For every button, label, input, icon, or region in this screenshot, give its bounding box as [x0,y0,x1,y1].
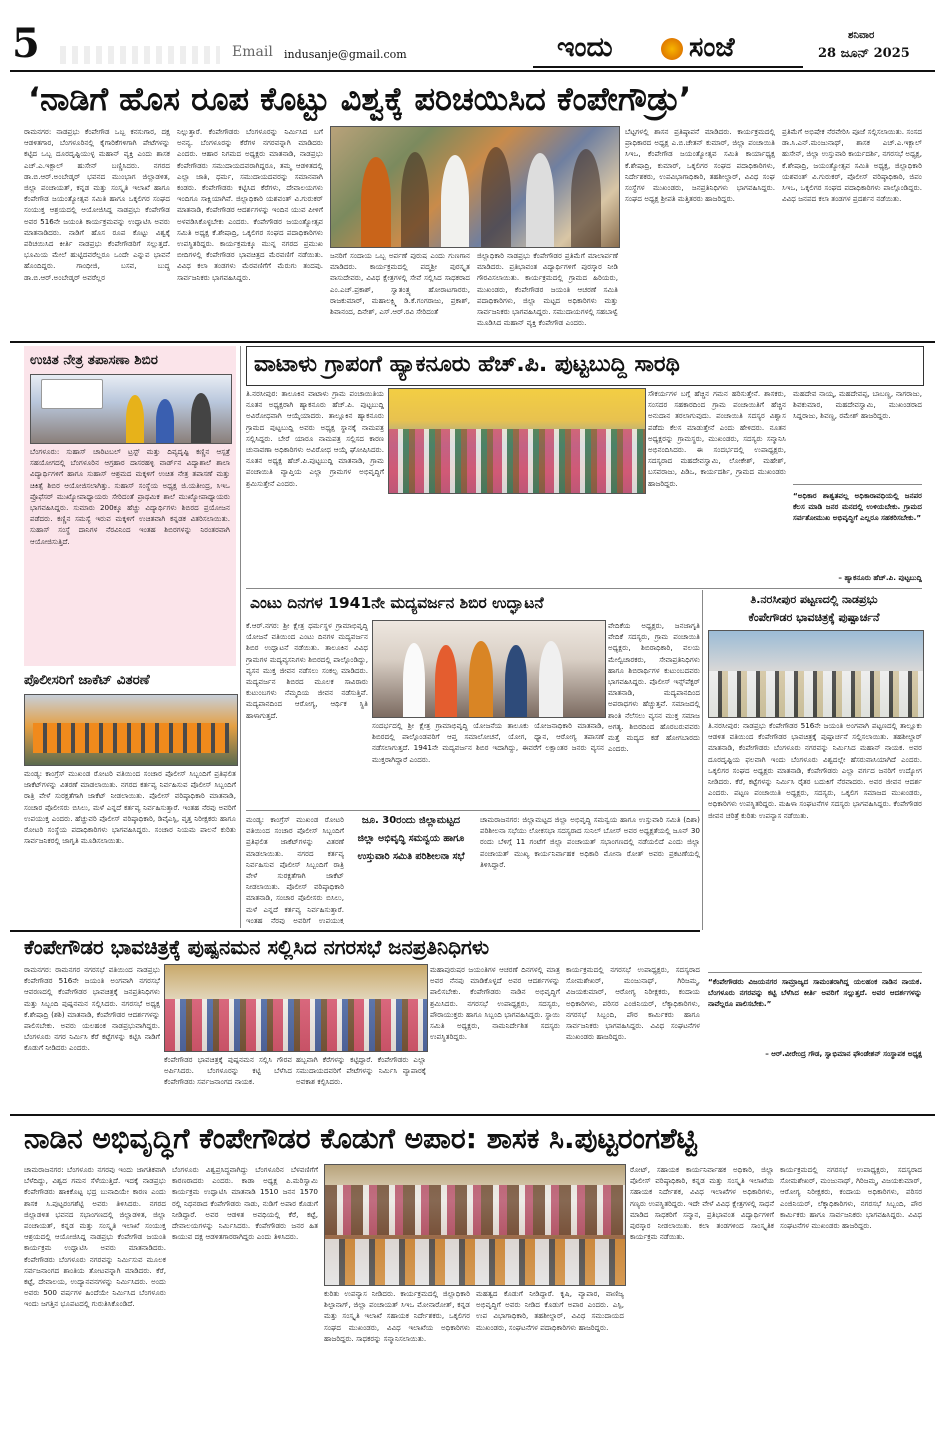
article4-col2: ಸೌಕರ್ಯಗಳ ಬಗ್ಗೆ ಹೆಚ್ಚಿನ ಗಮನ ಹರಿಸುತ್ತೇನೆ. ಶಾಸಕರು, ಸಂಸದರ ಸಹಕಾರದಿಂದ ಗ್ರಾಮ ಪಂಚಾಯಿತಿಗೆ ಹೆಚ್ಚಿನ ಅನುದಾನ ತರಲಾಗುವುದು. ಪಂಚಾಯಿತಿ ಸದಸ್ಯರ ವಿಶ್ವಾಸ ಪಡೆದು ಕೆಲಸ ಮಾಡುತ್ತೇನೆ ಎಂದು ಹೇಳಿದರು. ನೂತನ ಅಧ್ಯಕ್ಷರನ್ನು ಗ್ರಾಮಸ್ಥರು, ಮುಖಂಡರು, ಸದಸ್ಯರು ಸನ್ಮಾನಿಸಿ ಅಭಿನಂದಿಸಿದರು. ಈ ಸಂದರ್ಭದಲ್ಲಿ ಉಪಾಧ್ಯಕ್ಷರು, ಸದಸ್ಯರಾದ ಮಹದೇವಸ್ವಾಮಿ, ಲೋಕೇಶ್, ಮಹೇಶ್, ಬಸವರಾಜು, ಪಿಡಿಒ, ಕಾರ್ಯದರ್ಶಿ, ಗ್ರಾಮದ ಮುಖಂಡರು ಹಾಜರಿದ್ದರು. [648,389,786,488]
article3-body: ಮಂಡ್ಯ: ಕಾಂಗ್ರೆಸ್ ಮುಖಂಡ ರೋಟರಿ ವತಿಯಿಂದ ಸಂಚಾರ ಪೊಲೀಸ್ ಸಿಬ್ಬಂದಿಗೆ ಪ್ರತಿಫಲಿತ ಜಾಕೆಟ್‌ಗಳನ್ನು ವಿತರಣೆ ಮಾಡಲಾಯಿತು. ನಗರದ ಕರ್ತವ್ಯ ನಿರ್ವಹಿಸುವ ಪೊಲೀಸ್ ಸಿಬ್ಬಂದಿಗೆ ರಾತ್ರಿ ವೇಳೆ ಸುರಕ್ಷತೆಗಾಗಿ ಜಾಕೆಟ್ ನೀಡಲಾಯಿತು. ಪೊಲೀಸ್ ವರಿಷ್ಠಾಧಿಕಾರಿ ಮಾತನಾಡಿ, ಸಂಚಾರ ಪೊಲೀಸರು ಬಿಸಿಲು, ಮಳೆ ಎನ್ನದೆ ಕರ್ತವ್ಯ ನಿರ್ವಹಿಸುತ್ತಾರೆ. ಇಂತಹ ನೆರವು ಅವರಿಗೆ ಉಪಯುಕ್ತ ಎಂದರು. ಹೆಚ್ಚುವರಿ ಪೊಲೀಸ್ ವರಿಷ್ಠಾಧಿಕಾರಿ, ಡಿವೈಎಸ್ಪಿ, ವೃತ್ತ ನಿರೀಕ್ಷಕರು ಹಾಗೂ ರೋಟರಿ ಸಂಸ್ಥೆಯ ಪದಾಧಿಕಾರಿಗಳು ಭಾಗವಹಿಸಿದ್ದರು. ಸಂಚಾರ ನಿಯಮ ಪಾಲನೆ ಕುರಿತು ಸಾರ್ವಜನಿಕರಲ್ಲಿ ಜಾಗೃತಿ ಮೂಡಿಸಲಾಯಿತು. [24,769,236,846]
article7-headline-line1: ಜೂ. 30ರಂದು ಜಿಲ್ಲಾಮಟ್ಟದ [361,815,461,826]
article3-photo [24,694,238,766]
article4-quote-rule [793,484,922,485]
article4-headline: ವಾಟಾಳು ಗ್ರಾಪಂಗೆ ಹ್ಯಾಕನೂರು ಹೆಚ್.ಪಿ. ಪುಟ್ಟಬುದ್ದಿ ಸಾರಥಿ [254,352,680,377]
article2-body: ಬೆಂಗಳೂರು: ಸುಹಾಸ್ ಚಾರಿಟಬಲ್ ಟ್ರಸ್ಟ್ ಮತ್ತು ದಿವ್ಯದೃಷ್ಟಿ ಕಣ್ಣಿನ ಆಸ್ಪತ್ರೆ ಸಹಯೋಗದಲ್ಲಿ ಬೆಂಗಳೂರಿನ ಆಗ್ರಹಾರ ದಾಸರಹಳ್ಳಿ ವಾರ್ಡ್‌ನ ವಿದ್ಯಾಶಾಲೆ ಶಾಲಾ ವಿದ್ಯಾರ್ಥಿಗಳಿಗೆ ಹಾಗೂ ಸುಹಾಸ್ ಆಶ್ರಮದ ಮಕ್ಕಳಿಗೆ ಉಚಿತ ನೇತ್ರ ತಪಾಸಣೆ ಮತ್ತು ಚಿಕಿತ್ಸೆ ಶಿಬಿರ ಆಯೋಜಿಸಲಾಗಿತ್ತು. ಸುಹಾಸ್ ಸಂಸ್ಥೆಯ ಅಧ್ಯಕ್ಷ ಜಿ.ಯತೀಂದ್ರ, ಸಿಇಒ ಪ್ರೊಫೆಸರ್ ಮುಖ್ಯೋಪಾಧ್ಯಾಯರು ಸೇರಿದಂತೆ ಪ್ರಾಥಮಿಕ ಶಾಲೆ ಮುಖ್ಯೋಪಾಧ್ಯಾಯರು ಭಾಗವಹಿಸಿದ್ದರು. ಸುಮಾರು 200ಕ್ಕೂ ಹೆಚ್ಚು ವಿದ್ಯಾರ್ಥಿಗಳು ಶಿಬಿರದ ಪ್ರಯೋಜನ ಪಡೆದರು. ಕಣ್ಣಿನ ಸಮಸ್ಯೆ ಇರುವ ಮಕ್ಕಳಿಗೆ ಉಚಿತವಾಗಿ ಕನ್ನಡಕ ವಿತರಿಸಲಾಯಿತು. ಸುಹಾಸ್ ಸಂಸ್ಥೆ ದಾನಿಗಳ ನೆರವಿನಿಂದ ಇಂತಹ ಶಿಬಿರಗಳನ್ನು ನಿರಂತರವಾಗಿ ಆಯೋಜಿಸುತ್ತಿದೆ. [30,447,230,546]
article6-headline-line1: ತಿ.ನರಸೀಪುರ ಪಟ್ಟಣದಲ್ಲಿ ನಾಡಪ್ರಭು [750,593,878,606]
left-column-divider [240,346,241,928]
masthead-ornament [60,46,220,64]
article1-col1: ರಾಮನಗರ: ನಾಡಪ್ರಭು ಕೆಂಪೇಗೌಡ ಒಬ್ಬ ಕನಸುಗಾರ, ದಕ್ಷ ಆಡಳಿತಗಾರ, ಬೆಂಗಳೂರಿನಲ್ಲಿ ಕೈಗಾರಿಕೆಗಳಿಗಾಗಿ ಪೇಟೆಗಳನ್ನು ಕಟ್ಟಿದ ಒಬ್ಬ ದೂರದೃಷ್ಟಿಯುಳ್ಳ ಮಹಾನ್ ವ್ಯಕ್ತಿ ಎಂದು ಶಾಸಕ ಎಚ್.ಎ.ಇಕ್ಬಾಲ್ ಹುಸೇನ್ ಬಣ್ಣಿಸಿದರು. ನಗರದ ಡಾ.ಬಿ.ಆರ್.ಅಂಬೇಡ್ಕರ್ ಭವನದ ಮುಂಭಾಗ ಜಿಲ್ಲಾಡಳಿತ, ಜಿಲ್ಲಾ ಪಂಚಾಯತ್, ಕನ್ನಡ ಮತ್ತು ಸಂಸ್ಕೃತಿ ಇಲಾಖೆ ಹಾಗೂ ಕೆಂಪೇಗೌಡ ಜಯಂತ್ಯೋತ್ಸವ ಸಮಿತಿ ಹಾಗೂ ಒಕ್ಕಲಿಗರ ಸಂಘದ ಸಂಯುಕ್ತ ಆಶ್ರಯದಲ್ಲಿ ಆಯೋಜಿಸಿದ್ದ ನಾಡಪ್ರಭು ಕೆಂಪೇಗೌಡ ಅವರ 516ನೇ ಜಯಂತಿ ಕಾರ್ಯಕ್ರಮವನ್ನು ಉದ್ಘಾಟಿಸಿ ಅವರು ಮಾತನಾಡಿದರು. ನಾಡಿಗೆ ಹೊಸ ರೂಪ ಕೊಟ್ಟು ವಿಶ್ವಕ್ಕೆ ಪರಿಚಯಿಸಿದ ಕೀರ್ತಿ ನಾಡಪ್ರಭು ಕೆಂಪೇಗೌಡರಿಗೆ ಸಲ್ಲುತ್ತದೆ. ಭೂಮಿಯ ಮೇಲೆ ಹುಟ್ಟಿದವರೆಲ್ಲರೂ ಒಂದೇ ಎನ್ನುವ ಭಾವನೆ ಹೊಂದಿದ್ದರು. ಗಾಂಧೀಜಿ, ಬಸವ, ಬುದ್ಧ ಡಾ.ಬಿ.ಆರ್.ಅಂಬೇಡ್ಕರ್ ಅವರೆಲ್ಲರ [24,127,170,282]
article1-col6: ಪ್ರತಿಮೆಗೆ ಅಭಿಷೇಕ ನೆರವೇರಿಸಿ ಪೂಜೆ ಸಲ್ಲಿಸಲಾಯಿತು. ಸಂಸದ ಡಾ.ಸಿ.ಎನ್.ಮಂಜುನಾಥ್, ಶಾಸಕ ಎಚ್.ಎ.ಇಕ್ಬಾಲ್ ಹುಸೇನ್, ಜಿಲ್ಲಾ ಉಸ್ತುವಾರಿ ಕಾರ್ಯದರ್ಶಿ, ನಗರಸಭೆ ಅಧ್ಯಕ್ಷ, ಕೆ.ಶೇಷಾದ್ರಿ, ಜಯಂತ್ಯೋತ್ಸವ ಸಮಿತಿ ಅಧ್ಯಕ್ಷ, ಜಿಲ್ಲಾಧಿಕಾರಿ ಯಶವಂತ್ ವಿ.ಗುರುಕರ್, ಪೊಲೀಸ್ ವರಿಷ್ಠಾಧಿಕಾರಿ, ಜಿಪಂ ಸಿಇಒ, ಒಕ್ಕಲಿಗರ ಸಂಘದ ಪದಾಧಿಕಾರಿಗಳು ಪಾಲ್ಗೊಂಡಿದ್ದರು. ವಿವಿಧ ಜನಪದ ಕಲಾ ತಂಡಗಳ ಪ್ರದರ್ಶನ ನಡೆಯಿತು. [782,127,922,204]
email-label: Email [232,44,273,60]
article9-col1: ಚಾಮರಾಜನಗರ: ಬೆಂಗಳೂರು ನಗರವು ಇಂದು ಜಾಗತಿಕವಾಗಿ ಬೆಳೆದಿದ್ದು, ವಿಶ್ವದ ಗಮನ ಸೆಳೆಯುತ್ತಿದೆ. ಇದಕ್ಕೆ ನಾಡಪ್ರಭು ಕೆಂಪೇಗೌಡರು ಹಾಕಿಕೊಟ್ಟ ಭದ್ರ ಬುನಾದಿಯೇ ಕಾರಣ ಎಂದು ಶಾಸಕ ಸಿ.ಪುಟ್ಟರಂಗಶೆಟ್ಟಿ ಅವರು ತಿಳಿಸಿದರು. ನಗರದ ಜಿಲ್ಲಾಡಳಿತ ಭವನದ ಸಭಾಂಗಣದಲ್ಲಿ ಜಿಲ್ಲಾಡಳಿತ, ಜಿಲ್ಲಾ ಪಂಚಾಯತ್, ಕನ್ನಡ ಮತ್ತು ಸಂಸ್ಕೃತಿ ಇಲಾಖೆ ಸಂಯುಕ್ತ ಆಶ್ರಯದಲ್ಲಿ ಆಯೋಜಿಸಿದ್ದ ನಾಡಪ್ರಭು ಕೆಂಪೇಗೌಡ ಜಯಂತಿ ಕಾರ್ಯಕ್ರಮ ಉದ್ಘಾಟಿಸಿ ಅವರು ಮಾತನಾಡಿದರು. ಕೆಂಪೇಗೌಡರು ಬೆಂಗಳೂರು ನಗರವನ್ನು ನಿರ್ಮಿಸುವ ಮೂಲಕ ಸರ್ವಜನಾಂಗದ ಶಾಂತಿಯ ತೋಟವನ್ನಾಗಿ ಮಾಡಿದರು. ಕೆರೆ, ಕಟ್ಟೆ, ದೇವಾಲಯ, ಉದ್ಯಾನವನಗಳನ್ನು ನಿರ್ಮಿಸಿದರು. ಅಂದು ಅವರು 500 ವರ್ಷಗಳ ಹಿಂದೆಯೇ ನಿರ್ಮಿಸಿದ ಬೆಂಗಳೂರು ಇಂದು ಜಗತ್ತಿನ ಭೂಪಟದಲ್ಲಿ ಗುರುತಿಸಿಕೊಂಡಿದೆ. [24,1165,166,1309]
article8-photo [164,964,428,1052]
masthead-date: 28 ಜೂನ್ 2025 [818,46,910,61]
article6-body: ತಿ.ನರಸೀಪುರ: ನಾಡಪ್ರಭು ಕೆಂಪೇಗೌಡರ 516ನೇ ಜಯಂತಿ ಅಂಗವಾಗಿ ಪಟ್ಟಣದಲ್ಲಿ ತಾಲ್ಲೂಕು ಆಡಳಿತ ವತಿಯಿಂದ ಕೆಂಪೇಗೌಡರ ಭಾವಚಿತ್ರಕ್ಕೆ ಪುಷ್ಪಾರ್ಚನೆ ಸಲ್ಲಿಸಲಾಯಿತು. ತಹಶೀಲ್ದಾರ್ ಮಾತನಾಡಿ, ಕೆಂಪೇಗೌಡರು ಬೆಂಗಳೂರು ನಗರವನ್ನು ನಿರ್ಮಿಸಿದ ಮಹಾನ್ ನಾಯಕ. ಅವರ ದೂರದೃಷ್ಟಿಯ ಫಲವಾಗಿ ಇಂದು ಬೆಂಗಳೂರು ವಿಶ್ವದಲ್ಲೇ ಹೆಸರುವಾಸಿಯಾಗಿದೆ ಎಂದರು. ಒಕ್ಕಲಿಗರ ಸಂಘದ ಅಧ್ಯಕ್ಷರು ಮಾತನಾಡಿ, ಕೆಂಪೇಗೌಡರು ಎಲ್ಲಾ ವರ್ಗದ ಜನರಿಗೆ ಉದ್ಯೋಗ ನೀಡಿದರು. ಕೆರೆ, ಕಟ್ಟೆಗಳನ್ನು ನಿರ್ಮಿಸಿ ರೈತರ ಬದುಕಿಗೆ ನೆರವಾದರು. ಅವರ ಜೀವನ ಆದರ್ಶ ಎಂದರು. ಪಟ್ಟಣ ಪಂಚಾಯಿತಿ ಅಧ್ಯಕ್ಷರು, ಸದಸ್ಯರು, ಒಕ್ಕಲಿಗ ಸಮಾಜದ ಮುಖಂಡರು, ಅಧಿಕಾರಿಗಳು ಉಪಸ್ಥಿತರಿದ್ದರು. ಮಹಿಳಾ ಸಂಘಟನೆಗಳ ಸದಸ್ಯರು ಭಾಗವಹಿಸಿದ್ದರು. ಕೆಂಪೇಗೌಡರ ಜೀವನ ಚರಿತ್ರೆ ಕುರಿತು ಉಪನ್ಯಾಸ ನಡೆಯಿತು. [708,721,922,820]
article5-divider [702,590,703,930]
article8-headline: ಕೆಂಪೇಗೌಡರ ಭಾವಚಿತ್ರಕ್ಕೆ ಪುಷ್ಪನಮನ ಸಲ್ಲಿಸಿದ ನಗರಸಭೆ ಜನಪ್ರತಿನಿಧಿಗಳು [24,935,490,959]
logo-sun-icon [661,38,683,60]
article9-col5: ರೋಟ್, ಸಹಾಯಕ ಕಾರ್ಯನಿರ್ವಾಹಕ ಅಧಿಕಾರಿ, ಜಿಲ್ಲಾ ಪೊಲೀಸ್ ವರಿಷ್ಠಾಧಿಕಾರಿ, ಕನ್ನಡ ಮತ್ತು ಸಂಸ್ಕೃತಿ ಇಲಾಖೆಯ ಸಹಾಯಕ ನಿರ್ದೇಶಕ, ವಿವಿಧ ಇಲಾಖೆಗಳ ಅಧಿಕಾರಿಗಳು, ಗಣ್ಯರು ಉಪಸ್ಥಿತರಿದ್ದರು. ಇದೇ ವೇಳೆ ವಿವಿಧ ಕ್ಷೇತ್ರಗಳಲ್ಲಿ ಸಾಧನೆ ಮಾಡಿದ ಸಾಧಕರಿಗೆ ಸನ್ಮಾನ, ಪ್ರತಿಭಾವಂತ ವಿದ್ಯಾರ್ಥಿಗಳಿಗೆ ಪುರಸ್ಕಾರ ನೀಡಲಾಯಿತು. ಕಲಾ ತಂಡಗಳಿಂದ ಸಾಂಸ್ಕೃತಿಕ ಕಾರ್ಯಕ್ರಮ ನಡೆಯಿತು. [630,1165,774,1242]
article8-col1: ರಾಮನಗರ: ರಾಮನಗರ ನಗರಸಭೆ ವತಿಯಿಂದ ನಾಡಪ್ರಭು ಕೆಂಪೇಗೌಡರ 516ನೇ ಜಯಂತಿ ಅಂಗವಾಗಿ ನಗರಸಭೆ ಆವರಣದಲ್ಲಿ ಕೆಂಪೇಗೌಡರ ಭಾವಚಿತ್ರಕ್ಕೆ ಜನಪ್ರತಿನಿಧಿಗಳು ಮತ್ತು ಸಿಬ್ಬಂದಿ ಪುಷ್ಪನಮನ ಸಲ್ಲಿಸಿದರು. ನಗರಸಭೆ ಅಧ್ಯಕ್ಷ ಕೆ.ಶೇಷಾದ್ರಿ (ಶಶಿ) ಮಾತನಾಡಿ, ಕೆಂಪೇಗೌಡರ ಆದರ್ಶಗಳನ್ನು ಪಾಲಿಸಬೇಕು. ಅವರು ಯಲಹಂಕ ನಾಡಪ್ರಭುವಾಗಿದ್ದರು. ಬೆಂಗಳೂರು ನಗರ ನಿರ್ಮಿಸಿ ಕೆರೆ ಕಟ್ಟೆಗಳನ್ನು ಕಟ್ಟಿಸಿ ನಾಡಿಗೆ ಕೊಡುಗೆ ನೀಡಿದರು ಎಂದರು. [24,965,160,1053]
article4-quote: “ಅಧಿಕಾರ ಶಾಶ್ವತವಲ್ಲ ಅಧಿಕಾರಾವಧಿಯಲ್ಲಿ ಜನಪರ ಕೆಲಸ ಮಾಡಿ ಜನರ ಮನದಲ್ಲಿ ಉಳಿಯಬೇಕು. ಗ್ರಾಮದ ಸರ್ವತೋಮುಖ ಅಭಿವೃದ್ಧಿಗೆ ಎಲ್ಲರೂ ಸಹಕರಿಸಬೇಕು.” [793,491,922,523]
article9-headline: ನಾಡಿನ ಅಭಿವೃದ್ಧಿಗೆ ಕೆಂಪೇಗೌಡರ ಕೊಡುಗೆ ಅಪಾರ: ಶಾಸಕ ಸಿ.ಪುಟ್ಟರಂಗಶೆಟ್ಟಿ [24,1122,697,1155]
article3-headline: ಪೊಲೀಸರಿಗೆ ಜಾಕೆಟ್ ವಿತರಣೆ [24,672,150,688]
article9-photo [324,1164,626,1286]
article7-headline-line3: ಉಸ್ತುವಾರಿ ಸಮಿತಿ ಪರಿಶೀಲನಾ ಸಭೆ [357,851,465,862]
article9-col4: ಮಹತ್ವದ ಕೊಡುಗೆ ನೀಡಿದ್ದಾರೆ. ಕೃಷಿ, ವ್ಯಾಪಾರ, ವಾಣಿಜ್ಯ ಅಭಿವೃದ್ಧಿಗೆ ಅವರು ನೀಡಿದ ಕೊಡುಗೆ ಅಪಾರ ಎಂದರು. ಎಸ್ಪಿ, ಉಪ ವಿಭಾಗಾಧಿಕಾರಿ, ತಹಶೀಲ್ದಾರ್, ವಿವಿಧ ಸಮುದಾಯದ ಮುಖಂಡರು, ಸಂಘಟನೆಗಳ ಪದಾಧಿಕಾರಿಗಳು ಹಾಜರಿದ್ದರು. [476,1289,624,1332]
logo-right: ಸಂಜೆ [689,32,735,63]
logo [533,30,803,68]
article1-headline: ‘ನಾಡಿಗೆ ಹೊಸ ರೂಪ ಕೊಟ್ಟು ವಿಶ್ವಕ್ಕೆ ಪರಿಚಯಿಸಿದ ಕೆಂಪೇಗೌಡ್ರು’ [28,80,692,118]
article8-col3: ಹಬ್ಬವಾಗಿ ಕೆರೆಗಳನ್ನು ಕಟ್ಟಿದ್ದಾರೆ. ಕೆಂಪೇಗೌಡರು ಎಲ್ಲಾ ಸಮುದಾಯದವರಿಗೆ ಪೇಟೆಗಳನ್ನು ನಿರ್ಮಿಸಿ ವ್ಯಾಪಾರಕ್ಕೆ ಅವಕಾಶ ಕಲ್ಪಿಸಿದರು. [296,1055,426,1087]
article7-top-rule [246,810,700,811]
page-number: 5 [12,20,40,67]
article4-col1-left: ತಿ.ನರಸೀಪುರ: ತಾಲೂಕಿನ ವಾಟಾಳು ಗ್ರಾಮ ಪಂಚಾಯಿತಿಯ ನೂತನ ಅಧ್ಯಕ್ಷರಾಗಿ ಹ್ಯಾಕನೂರು ಹೆಚ್.ಪಿ. ಪುಟ್ಟಬುದ್ದಿ ಅವಿರೋಧವಾಗಿ ಆಯ್ಕೆಯಾದರು. ತಾಲ್ಲೂಕಿನ ಹ್ಯಾಕನೂರು ಗ್ರಾಮದ ಪುಟ್ಟಬುದ್ದಿ ಅವರು ಅಧ್ಯಕ್ಷ ಸ್ಥಾನಕ್ಕೆ ನಾಮಪತ್ರ ಸಲ್ಲಿಸಿದ್ದರು. ಬೇರೆ ಯಾರೂ ನಾಮಪತ್ರ ಸಲ್ಲಿಸದ ಕಾರಣ ಚುನಾವಣಾ ಅಧಿಕಾರಿಗಳು ಅವಿರೋಧ ಆಯ್ಕೆ ಘೋಷಿಸಿದರು. ನೂತನ ಅಧ್ಯಕ್ಷ ಹೆಚ್.ಪಿ.ಪುಟ್ಟಬುದ್ದಿ ಮಾತನಾಡಿ, ಗ್ರಾಮ ಪಂಚಾಯಿತಿ ವ್ಯಾಪ್ತಿಯ ಎಲ್ಲಾ ಗ್ರಾಮಗಳ ಅಭಿವೃದ್ಧಿಗೆ ಶ್ರಮಿಸುತ್ತೇನೆ ಎಂದರು. [246,389,384,488]
article8-col4: ಮಹಾಪುರುಷರ ಜಯಂತಿಗಳ ಆಚರಣೆ ದಿನಗಳಲ್ಲಿ ಮಾತ್ರ ಅವರ ನೆನಪು ಮಾಡಿಕೊಳ್ಳದೆ ಅವರ ಆದರ್ಶಗಳನ್ನು ಪಾಲಿಸಬೇಕು. ಕೆಂಪೇಗೌಡರು ನಾಡಿನ ಅಭಿವೃದ್ಧಿಗೆ ಶ್ರಮಿಸಿದರು. ನಗರಸಭೆ ಉಪಾಧ್ಯಕ್ಷರು, ಸದಸ್ಯರು, ಪೌರಾಯುಕ್ತರು ಹಾಗೂ ಸಿಬ್ಬಂದಿ ಭಾಗವಹಿಸಿದ್ದರು. ಸ್ಥಾಯಿ ಸಮಿತಿ ಅಧ್ಯಕ್ಷರು, ನಾಮನಿರ್ದೇಶಿತ ಸದಸ್ಯರು ಉಪಸ್ಥಿತರಿದ್ದರು. [430,965,560,1042]
article6-photo [708,630,924,718]
article7-left-text: ಮಂಡ್ಯ: ಕಾಂಗ್ರೆಸ್ ಮುಖಂಡ ರೋಟರಿ ವತಿಯಿಂದ ಸಂಚಾರ ಪೊಲೀಸ್ ಸಿಬ್ಬಂದಿಗೆ ಪ್ರತಿಫಲಿತ ಜಾಕೆಟ್‌ಗಳನ್ನು ವಿತರಣೆ ಮಾಡಲಾಯಿತು. ನಗರದ ಕರ್ತವ್ಯ ನಿರ್ವಹಿಸುವ ಪೊಲೀಸ್ ಸಿಬ್ಬಂದಿಗೆ ರಾತ್ರಿ ವೇಳೆ ಸುರಕ್ಷತೆಗಾಗಿ ಜಾಕೆಟ್ ನೀಡಲಾಯಿತು. ಪೊಲೀಸ್ ವರಿಷ್ಠಾಧಿಕಾರಿ ಮಾತನಾಡಿ, ಸಂಚಾರ ಪೊಲೀಸರು ಬಿಸಿಲು, ಮಳೆ ಎನ್ನದೆ ಕರ್ತವ್ಯ ನಿರ್ವಹಿಸುತ್ತಾರೆ. ಇಂತಹ ನೆರವು ಅವರಿಗೆ ಉಪಯುಕ್ತ [246,815,344,924]
article9-col2: ಬೆಂಗಳೂರು ವಿಶ್ವಪ್ರಸಿದ್ಧವಾಗಿದ್ದು ಬೆಂಗಳೂರಿನ ಬೆಳವಣಿಗೆಗೆ ಕಾರಣರಾದರು ಎಂದರು. ಕಾಡಾ ಅಧ್ಯಕ್ಷ ಪಿ.ಮರಿಸ್ವಾಮಿ ಕಾರ್ಯಕ್ರಮ ಉದ್ಘಾಟಿಸಿ ಮಾತನಾಡಿ 1510 ಜನನ 1570 ರಲ್ಲಿ ನಿಧನರಾದ ಕೆಂಪೇಗೌಡರು ನಾಡು, ನುಡಿಗೆ ಅಪಾರ ಕೊಡುಗೆ ನೀಡಿದ್ದಾರೆ. ಅವರ ಆಡಳಿತ ಅವಧಿಯಲ್ಲಿ ಕೆರೆ, ಕಟ್ಟೆ, ದೇವಾಲಯಗಳನ್ನು ನಿರ್ಮಿಸಿದರು. ಕೆಂಪೇಗೌಡರು ಜನರ ಹಿತ ಕಾಯುವ ದಕ್ಷ ಆಡಳಿತಗಾರರಾಗಿದ್ದರು ಎಂದು ತಿಳಿಸಿದರು. [172,1165,318,1242]
article8-col2: ಕೆಂಪೇಗೌಡರ ಭಾವಚಿತ್ರಕ್ಕೆ ಪುಷ್ಪನಮನ ಸಲ್ಲಿಸಿ ಗೌರವ ಅರ್ಪಿಸಿದರು. ಬೆಂಗಳೂರನ್ನು ಕಟ್ಟಿ ಬೆಳೆಸಿದ ಕೆಂಪೇಗೌಡರು ಸರ್ವಜನಾಂಗದ ನಾಯಕ. [164,1055,292,1087]
article7-body: ಚಾಮರಾಜನಗರ: ಜಿಲ್ಲಾಮಟ್ಟದ ಜಿಲ್ಲಾ ಅಭಿವೃದ್ಧಿ ಸಮನ್ವಯ ಹಾಗೂ ಉಸ್ತುವಾರಿ ಸಮಿತಿ (ದಿಶಾ) ಪರಿಶೀಲನಾ ಸಭೆಯು ಲೋಕಸಭಾ ಸದಸ್ಯರಾದ ಸುನಿಲ್ ಬೋಸ್ ಅವರ ಅಧ್ಯಕ್ಷತೆಯಲ್ಲಿ ಜೂನ್ 30 ರಂದು ಬೆಳಿಗ್ಗೆ 11 ಗಂಟೆಗೆ ಜಿಲ್ಲಾ ಪಂಚಾಯತ್ ಸಭಾಂಗಣದಲ್ಲಿ ನಡೆಯಲಿದೆ ಎಂದು ಜಿಲ್ಲಾ ಪಂಚಾಯತ್ ಮುಖ್ಯ ಕಾರ್ಯನಿರ್ವಾಹಕ ಅಧಿಕಾರಿ ಮೋನಾ ರೋತ್ ಅವರು ಪ್ರಕಟಣೆಯಲ್ಲಿ ತಿಳಿಸಿದ್ದಾರೆ. [480,815,700,869]
article5-photo [372,620,606,718]
article9-col3: ಕುರಿತು ಉಪನ್ಯಾಸ ನೀಡಿದರು. ಕಾರ್ಯಕ್ರಮದಲ್ಲಿ ಜಿಲ್ಲಾಧಿಕಾರಿ ಶಿಲ್ಪಾನಾಗ್, ಜಿಲ್ಲಾ ಪಂಚಾಯತ್ ಸಿಇಒ ಮೋನಾರೋತ್, ಕನ್ನಡ ಮತ್ತು ಸಂಸ್ಕೃತಿ ಇಲಾಖೆ ಸಹಾಯಕ ನಿರ್ದೇಶಕರು, ಒಕ್ಕಲಿಗರ ಸಂಘದ ಮುಖಂಡರು, ವಿವಿಧ ಇಲಾಖೆಯ ಅಧಿಕಾರಿಗಳು ಹಾಜರಿದ್ದರು. ಸಾಧಕರನ್ನು ಸನ್ಮಾನಿಸಲಾಯಿತು. [324,1289,470,1343]
article9-col6: ಕಾರ್ಯಕ್ರಮದಲ್ಲಿ ನಗರಸಭೆ ಉಪಾಧ್ಯಕ್ಷರು, ಸದಸ್ಯರಾದ ಸೋಮಶೇಖರ್, ಮಂಜುನಾಥ್, ಗಿರಿಜಮ್ಮ, ವಿಜಯಕುಮಾರ್, ಆರೋಗ್ಯ ನಿರೀಕ್ಷಕರು, ಕಂದಾಯ ಅಧಿಕಾರಿಗಳು, ಪರಿಸರ ಎಂಜಿನಿಯರ್, ಲೆಕ್ಕಾಧಿಕಾರಿಗಳು, ನಗರಸಭೆ ಸಿಬ್ಬಂದಿ, ಪೌರ ಕಾರ್ಮಿಕರು ಹಾಗೂ ಸಾರ್ವಜನಿಕರು ಭಾಗವಹಿಸಿದ್ದರು. ವಿವಿಧ ಸಂಘಟನೆಗಳ ಮುಖಂಡರು ಹಾಜರಿದ್ದರು. [780,1165,922,1231]
article5-col2: ಸಂದರ್ಭದಲ್ಲಿ ಶ್ರೀ ಕ್ಷೇತ್ರ ಗ್ರಾಮಾಭಿವೃದ್ಧಿ ಯೋಜನೆಯ ತಾಲೂಕು ಯೋಜನಾಧಿಕಾರಿ ಮಾತನಾಡಿ, ಶಿಬಿರದಲ್ಲಿ ಪಾಲ್ಗೊಂಡವರಿಗೆ ಆಪ್ತ ಸಮಾಲೋಚನೆ, ಯೋಗ, ಧ್ಯಾನ, ಆರೋಗ್ಯ ತಪಾಸಣೆ ನಡೆಸಲಾಗುತ್ತದೆ. 1941ನೇ ಮದ್ಯವರ್ಜನ ಶಿಬಿರ ಇದಾಗಿದ್ದು, ಈವರೆಗೆ ಲಕ್ಷಾಂತರ ಜನರು ವ್ಯಸನ ಮುಕ್ತರಾಗಿದ್ದಾರೆ ಎಂದರು. [372,721,604,764]
article1-photo [330,126,620,248]
article7-headline-line2: ಜಿಲ್ಲಾ ಅಭಿವೃದ್ಧಿ ಸಮನ್ವಯ ಹಾಗೂ [357,833,465,844]
article6-quote-by: – ಆರ್.ವೀರೇಂದ್ರ ಗೌಡ, ಸ್ವಾಭಿಮಾನ ಫೌಂಡೇಶನ್ ಸಂಸ್ಥಾಪಕ ಅಧ್ಯಕ್ಷ [765,1049,922,1058]
article4-bottom-rule [246,588,922,589]
article1-col3: ಜನರಿಗೆ ಸಂದಾಯ ಒಬ್ಬ ಅರ್ಪಣೆ ಪುರುಷ ಎಂದು ಗುಣಗಾನ ಮಾಡಿದರು. ಕಾರ್ಯಕ್ರಮದಲ್ಲಿ ಪದ್ಮಶ್ರೀ ಪುರಸ್ಕೃತ ವಾಸುದೇವರು, ವಿವಿಧ ಕ್ಷೇತ್ರಗಳಲ್ಲಿ ಸೇವೆ ಸಲ್ಲಿಸಿದ ಸಾಧಕರಾದ ಎಂ.ಎಚ್.ಪ್ರಕಾಶ್, ಸ್ವಾತಂತ್ರ್ಯ ಹೋರಾಟಗಾರರು, ರಾಜಕುಮಾರ್, ಮಹಾಲಕ್ಷ್ಮಿ ಡಿ.ಕೆ.ಗಂಗರಾಜು, ಪ್ರಕಾಶ್, ಶಿವಾನಂದ, ದಿನೇಶ್, ಎಸ್.ಆರ್.ರವಿ ಸೇರಿದಂತೆ [330,251,470,317]
article1-bottom-rule [10,341,935,343]
masthead-rule [10,70,935,72]
article1-col5: ಬೆಟ್ಟಗಳಲ್ಲಿ ಶಾಸನ ಪ್ರತಿಷ್ಠಾಪನೆ ಮಾಡಿದರು. ಕಾರ್ಯಕ್ರಮದಲ್ಲಿ ಪ್ರಾಧಿಕಾರದ ಅಧ್ಯಕ್ಷ ಎ.ಬಿ.ಚೇತನ್ ಕುಮಾರ್, ಜಿಲ್ಲಾ ಪಂಚಾಯಿತಿ ಸಿಇಒ, ಕೆಂಪೇಗೌಡ ಜಯಂತ್ಯೋತ್ಸವ ಸಮಿತಿ ಕಾರ್ಯಾಧ್ಯಕ್ಷ ಕೆ.ಶೇಷಾದ್ರಿ, ಕುಮಾರ್, ಒಕ್ಕಲಿಗರ ಸಂಘದ ಪದಾಧಿಕಾರಿಗಳು, ನಿರ್ದೇಶಕರು, ಉಪವಿಭಾಗಾಧಿಕಾರಿ, ತಹಶೀಲ್ದಾರ್, ವಿವಿಧ ಸಂಘ ಸಂಸ್ಥೆಗಳ ಮುಖಂಡರು, ಜನಪ್ರತಿನಿಧಿಗಳು ಭಾಗವಹಿಸಿದ್ದರು. ಸಂಘದ ಅಧ್ಯಕ್ಷ ಶ್ರೀಪತಿ ಮತ್ತಿತರರು ಹಾಜರಿದ್ದರು. [625,127,775,204]
article5-col1: ಕೆ.ಆರ್.ನಗರ: ಶ್ರೀ ಕ್ಷೇತ್ರ ಧರ್ಮಸ್ಥಳ ಗ್ರಾಮಾಭಿವೃದ್ಧಿ ಯೋಜನೆ ವತಿಯಿಂದ ಎಂಟು ದಿನಗಳ ಮದ್ಯವರ್ಜನ ಶಿಬಿರ ಉದ್ಘಾಟನೆ ನಡೆಯಿತು. ತಾಲೂಕಿನ ವಿವಿಧ ಗ್ರಾಮಗಳ ಮದ್ಯವ್ಯಸನಿಗಳು ಶಿಬಿರದಲ್ಲಿ ಪಾಲ್ಗೊಂಡಿದ್ದು, ವ್ಯಸನ ಮುಕ್ತ ಜೀವನ ನಡೆಸಲು ಸಂಕಲ್ಪ ಮಾಡಿದರು. ಮದ್ಯವರ್ಜನ ಶಿಬಿರದ ಮೂಲಕ ಸಾವಿರಾರು ಕುಟುಂಬಗಳು ನೆಮ್ಮದಿಯ ಜೀವನ ನಡೆಸುತ್ತಿವೆ. ಮದ್ಯಪಾನದಿಂದ ಆರೋಗ್ಯ, ಆರ್ಥಿಕ ಸ್ಥಿತಿ ಹಾಳಾಗುತ್ತದೆ. [246,621,368,720]
article4-quote-by: – ಹ್ಯಾಕನೂರು ಹೆಚ್.ಪಿ. ಪುಟ್ಟಬುದ್ದಿ [838,573,922,582]
article8-col5: ಕಾರ್ಯಕ್ರಮದಲ್ಲಿ ನಗರಸಭೆ ಉಪಾಧ್ಯಕ್ಷರು, ಸದಸ್ಯರಾದ ಸೋಮಶೇಖರ್, ಮಂಜುನಾಥ್, ಗಿರಿಜಮ್ಮ, ವಿಜಯಕುಮಾರ್, ಆರೋಗ್ಯ ನಿರೀಕ್ಷಕರು, ಕಂದಾಯ ಅಧಿಕಾರಿಗಳು, ಪರಿಸರ ಎಂಜಿನಿಯರ್, ಲೆಕ್ಕಾಧಿಕಾರಿಗಳು, ನಗರಸಭೆ ಸಿಬ್ಬಂದಿ, ಪೌರ ಕಾರ್ಮಿಕರು ಹಾಗೂ ಸಾರ್ವಜನಿಕರು ಭಾಗವಹಿಸಿದ್ದರು. ವಿವಿಧ ಸಂಘಟನೆಗಳ ಮುಖಂಡರು ಹಾಜರಿದ್ದರು. [566,965,700,1042]
article5-col3: ವೇದಿಕೆಯ ಅಧ್ಯಕ್ಷರು, ಜನಜಾಗೃತಿ ವೇದಿಕೆ ಸದಸ್ಯರು, ಗ್ರಾಮ ಪಂಚಾಯಿತಿ ಅಧ್ಯಕ್ಷರು, ಶಿಬಿರಾಧಿಕಾರಿ, ವಲಯ ಮೇಲ್ವಿಚಾರಕರು, ಸೇವಾಪ್ರತಿನಿಧಿಗಳು ಹಾಗೂ ಶಿಬಿರಾರ್ಥಿಗಳ ಕುಟುಂಬದವರು ಭಾಗವಹಿಸಿದ್ದರು. ಪೊಲೀಸ್ ಇನ್ಸ್‌ಪೆಕ್ಟರ್ ಮಾತನಾಡಿ, ಮದ್ಯಪಾನದಿಂದ ಅಪರಾಧಗಳು ಹೆಚ್ಚುತ್ತವೆ. ಸಮಾಜದಲ್ಲಿ ಶಾಂತಿ ನೆಲೆಸಲು ವ್ಯಸನ ಮುಕ್ತ ಸಮಾಜ ಅಗತ್ಯ. ಶಿಬಿರದಿಂದ ಹೊರಬರುವವರು ಮತ್ತೆ ಮದ್ಯದ ಕಡೆ ಹೋಗಬಾರದು ಎಂದರು. [608,621,700,754]
article6-quote-rule [708,972,922,973]
article2-headline: ಉಚಿತ ನೇತ್ರ ತಪಾಸಣಾ ಶಿಬಿರ [30,352,158,368]
article2-photo [30,374,232,444]
article4-col3: ಮಹದೇವ ನಾಯ್ಕ, ಮಹದೇವಪ್ಪ, ಬಾಬಣ್ಣ, ನಾಗರಾಜು, ಶಿವಕುಮಾರ, ಮಹದೇವಸ್ವಾಮಿ, ಮುಖಂಡರಾದ ಸಿದ್ದರಾಜು, ಶಿವಣ್ಣ, ರಮೇಶ್ ಹಾಜರಿದ್ದರು. [793,389,922,421]
article6-quote: “ಕೆಂಪೇಗೌಡರು ವಿಜಯನಗರ ಸಾಮ್ರಾಜ್ಯದ ಸಾಮಂತರಾಗಿದ್ದ ಯಲಹಂಕ ನಾಡಿನ ನಾಯಕ. ಬೆಂಗಳೂರು ನಗರವನ್ನು ಕಟ್ಟಿ ಬೆಳೆಸಿದ ಕೀರ್ತಿ ಅವರಿಗೆ ಸಲ್ಲುತ್ತದೆ. ಅವರ ಆದರ್ಶಗಳನ್ನು ನಾವೆಲ್ಲರೂ ಪಾಲಿಸಬೇಕು.” [708,977,922,1009]
article1-col4: ಜಿಲ್ಲಾಧಿಕಾರಿ ನಾಡಪ್ರಭು ಕೆಂಪೇಗೌಡರ ಪ್ರತಿಮೆಗೆ ಮಾಲಾರ್ಪಣೆ ಮಾಡಿದರು. ಪ್ರತಿಭಾವಂತ ವಿದ್ಯಾರ್ಥಿಗಳಿಗೆ ಪುರಸ್ಕಾರ ನೀಡಿ ಗೌರವಿಸಲಾಯಿತು. ಕಾರ್ಯಕ್ರಮದಲ್ಲಿ ಗ್ರಾಮದ ಹಿರಿಯರು, ಮುಖಂಡರು, ಕೆಂಪೇಗೌಡರ ಜಯಂತಿ ಆಚರಣೆ ಸಮಿತಿ ಪದಾಧಿಕಾರಿಗಳು, ಜಿಲ್ಲಾ ಮಟ್ಟದ ಅಧಿಕಾರಿಗಳು ಮತ್ತು ಸಾರ್ವಜನಿಕರು ಭಾಗವಹಿಸಿದ್ದರು. ಸಮುದಾಯಗಳಲ್ಲಿ ಸಹಬಾಳ್ವೆ ಮೂಡಿಸಿದ ಮಹಾನ್ ವ್ಯಕ್ತಿ ಕೆಂಪೇಗೌಡ ಎಂದರು. [477,251,618,328]
logo-left: ಇಂದು [557,32,613,63]
article6-headline-line2: ಕೆಂಪೇಗೌಡರ ಭಾವಚಿತ್ರಕ್ಕೆ ಪುಷ್ಪಾರ್ಚನೆ [748,611,880,624]
article5-headline: ಎಂಟು ದಿನಗಳ 1941ನೇ ಮದ್ಯವರ್ಜನ ಶಿಬಿರ ಉದ್ಘಾಟನೆ [250,594,544,612]
article4-photo [388,388,646,494]
article1-col2: ನಿಲ್ಲುತ್ತಾರೆ. ಕೆಂಪೇಗೌಡರು ಬೆಂಗಳೂರನ್ನು ನಿರ್ಮಿಸಿದ ಬಗೆ ಅನನ್ಯ. ಬೆಂಗಳೂರನ್ನು ಕೆರೆಗಳ ನಗರವನ್ನಾಗಿ ಮಾಡಿದರು ಎಂದರು. ಆಹಾರ ನಿಗಮದ ಅಧ್ಯಕ್ಷರು ಮಾತನಾಡಿ, ನಾಡಪ್ರಭು ಕೆಂಪೇಗೌಡರು ಸಮುದಾಯದವರಾಗಿದ್ದರೂ, ತಮ್ಮ ಆಡಳಿತದಲ್ಲಿ ಎಲ್ಲಾ ಜಾತಿ, ಧರ್ಮ, ಸಮುದಾಯದವರನ್ನು ಸಮಾನವಾಗಿ ಕಂಡರು. ಕೆಂಪೇಗೌಡರು ಕಟ್ಟಿಸಿದ ಕೆರೆಗಳು, ದೇವಾಲಯಗಳು ಇಂದಿಗೂ ಸಾಕ್ಷಿಯಾಗಿವೆ. ಜಿಲ್ಲಾಧಿಕಾರಿ ಯಶವಂತ್ ವಿ.ಗುರುಕರ್ ಮಾತನಾಡಿ, ಕೆಂಪೇಗೌಡರ ಆದರ್ಶಗಳನ್ನು ಇಂದಿನ ಯುವ ಪೀಳಿಗೆ ಅಳವಡಿಸಿಕೊಳ್ಳಬೇಕು ಎಂದರು. ಕೆಂಪೇಗೌಡರ ಜಯಂತ್ಯೋತ್ಸವ ಸಮಿತಿ ಅಧ್ಯಕ್ಷ ಕೆ.ಶೇಷಾದ್ರಿ, ಒಕ್ಕಲಿಗರ ಸಂಘದ ಪದಾಧಿಕಾರಿಗಳು ಉಪಸ್ಥಿತರಿದ್ದರು. ಕಾರ್ಯಕ್ರಮಕ್ಕೂ ಮುನ್ನ ನಗರದ ಪ್ರಮುಖ ಬೀದಿಗಳಲ್ಲಿ ಕೆಂಪೇಗೌಡರ ಭಾವಚಿತ್ರದ ಮೆರವಣಿಗೆ ನಡೆಯಿತು. ವಿವಿಧ ಕಲಾ ತಂಡಗಳು ಮೆರವಣಿಗೆಗೆ ಮೆರುಗು ತಂದವು. ಸಾರ್ವಜನಿಕರು ಭಾಗವಹಿಸಿದ್ದರು. [177,127,323,282]
email-address[interactable]: indusanje@gmail.com [284,48,407,61]
masthead-weekday: ಶನಿವಾರ [848,30,875,41]
